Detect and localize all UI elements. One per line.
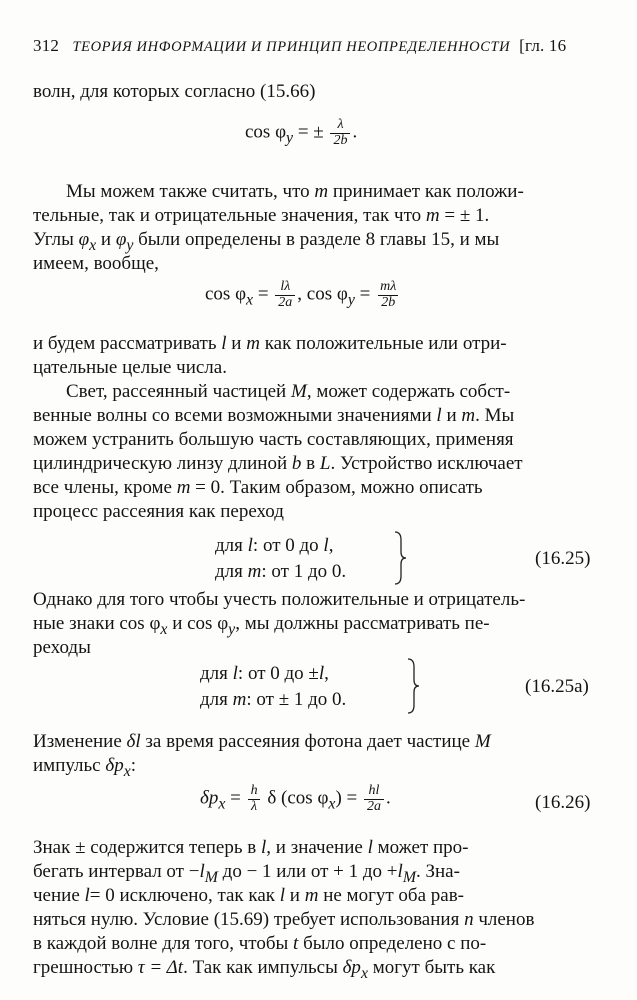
text-line [33,454,523,473]
text-line [33,838,469,857]
math-symbol: l [436,405,442,426]
text-fragment: импульс [33,755,101,776]
math-symbol: M [474,731,491,752]
text-fragment: волн, для которых согласно (15.66) [33,81,316,102]
equation-16-25a-line2 [200,690,346,709]
text-fragment: = [354,283,376,305]
math-symbol: M [290,381,307,402]
text-fragment: могут быть как [372,957,496,978]
text-fragment: ) = [335,787,362,809]
math-symbol: lλ [280,279,291,294]
text-fragment: : от 0 до ± [237,663,319,684]
math-symbol: n [464,909,474,930]
text-fragment: : от 1 до 0. [261,561,347,582]
text-line [66,182,524,201]
math-symbol: y [347,291,355,309]
text-line [33,614,490,638]
text-fragment: Однако для того чтобы учесть положительные и отрицатель- [33,589,526,610]
text-fragment: было определено с по- [303,933,487,954]
text-line [33,958,495,982]
text-fragment: cos φ [205,283,247,305]
math-symbol: x [123,762,131,780]
math-symbol: mλ [380,279,397,294]
math-symbol: x [246,291,254,309]
math-symbol: φ [115,229,127,250]
text-fragment: тельные, так и отрицательные значения, так что [33,205,422,226]
math-symbol: φ [78,229,90,250]
math-symbol: x [89,236,97,254]
math-symbol: l [318,663,325,684]
math-symbol: 2a [364,799,384,815]
running-title: ТЕОРИЯ ИНФОРМАЦИИ И ПРИНЦИП НЕОПРЕДЕЛЕННОСТИ [72,39,511,55]
text-line [33,934,486,953]
text-fragment: Углы [33,229,74,250]
text-fragment: цилиндрическую линзу длиной [33,453,288,474]
text-fragment: , может содержать собст- [306,381,511,402]
text-line [33,82,315,101]
text-line [33,230,499,254]
math-symbol: l [84,885,90,906]
math-symbol: L [319,453,331,474]
math-symbol: l [221,333,227,354]
math-symbol: M [204,868,218,886]
text-line [33,910,534,929]
text-fragment: венные волны со всеми возможными значениями [33,405,432,426]
math-symbol: l [261,837,267,858]
math-symbol: 2a [275,295,295,311]
text-line [33,406,514,425]
math-symbol: l [397,861,403,882]
math-symbol: l [199,861,205,882]
equation-cos-phi-y [245,118,357,148]
equation-16-25a-line1 [200,664,329,683]
math-symbol: x [328,795,336,813]
math-symbol: λ [248,799,260,815]
text-fragment: и [446,405,457,426]
text-fragment: в каждой волне для того, чтобы [33,933,289,954]
text-fragment: Свет, рассеянный частицей [66,381,287,402]
text-fragment: . Так как импульсы [183,957,338,978]
text-fragment: ные знаки cos φ [33,613,161,634]
text-fragment: в [306,453,316,474]
math-symbol: δp [342,957,361,978]
text-fragment: чение [33,885,80,906]
math-symbol: h [250,783,258,798]
text-fragment: до − 1 или от + 1 до + [217,861,398,882]
equation-16-26 [200,784,391,814]
text-fragment: . Зна- [416,861,460,882]
math-symbol: x [160,620,168,638]
text-fragment: для [215,535,243,556]
equation-cos-phi-xy [205,280,401,310]
text-fragment: для [200,663,228,684]
math-symbol: 2b [330,133,350,149]
text-fragment: за время рассеяния фотона дает частице [145,731,471,752]
math-symbol: b [291,453,302,474]
text-fragment: . [386,787,391,809]
text-fragment: и [231,333,242,354]
equation-number: (16.26) [535,792,591,813]
math-symbol: l [367,837,373,858]
text-fragment: = [225,787,246,809]
text-line [33,756,136,780]
equation-number: (16.25) [535,548,591,569]
math-symbol: m [247,561,262,582]
right-brace-icon [405,657,421,715]
text-line [33,638,91,657]
text-fragment: и [289,885,300,906]
text-fragment: бегать интервал от − [33,861,200,882]
math-symbol: y [228,620,236,638]
math-symbol: δp [105,755,124,776]
text-fragment: = ± 1. [444,205,490,226]
text-fragment: Изменение [33,731,122,752]
text-fragment: для [215,561,243,582]
math-symbol: x [360,964,368,982]
text-fragment: членов [478,909,535,930]
equation-16-25-line1 [215,536,333,555]
text-fragment: , [328,535,334,556]
text-fragment: и cos φ [167,613,229,634]
text-fragment: = 0 исключено, так как [89,885,276,906]
chapter-marker: [гл. 16 [519,36,567,55]
text-line [33,334,507,353]
math-symbol: l [232,663,238,684]
text-fragment: : от ± 1 до 0. [246,689,347,710]
text-line [33,430,514,449]
text-fragment: : [130,755,137,776]
text-fragment: грешностью [33,957,134,978]
math-symbol: δl [126,731,141,752]
text-fragment: , [324,663,329,684]
text-fragment: = [253,283,274,305]
text-fragment: были определены в разделе 8 главы 15, и мы [138,229,500,250]
right-brace-icon [392,530,408,586]
text-fragment: Мы можем также считать, что [66,181,310,202]
math-symbol: y [286,129,294,147]
math-symbol: m [246,333,260,354]
text-fragment: принимает как положи- [332,181,524,202]
text-fragment: няться нулю. Условие (15.69) требует использования [33,909,460,930]
text-fragment: . [352,121,358,143]
text-fragment: и [100,229,112,250]
math-symbol: hl [368,783,380,798]
math-symbol: m [232,689,247,710]
text-fragment: = ± [293,121,329,143]
text-fragment: , мы должны рассматривать пе- [235,613,490,634]
text-fragment: cos φ [245,121,287,143]
text-fragment: реходы [33,637,91,658]
page-number: 312 [33,36,60,55]
text-line [33,206,489,225]
page-header [33,37,566,55]
math-symbol: M [402,868,416,886]
math-symbol: t [293,933,299,954]
text-fragment: . Устройство исключает [330,453,523,474]
text-fragment: может про- [377,837,469,858]
text-fragment: не могут оба рав- [323,885,465,906]
text-fragment: δ (cos φ [262,787,329,809]
text-line [33,254,159,273]
text-line [33,478,483,497]
text-fragment: для [200,689,228,710]
text-line [33,358,227,377]
text-line [33,886,464,905]
equation-16-25-line2 [215,562,346,581]
text-fragment: как положительные или отри- [264,333,507,354]
text-line [33,732,491,751]
math-symbol: y [126,236,134,254]
text-fragment: цательные целые числа. [33,357,227,378]
text-fragment: можем устранить большую часть составляющих, применяя [33,429,514,450]
math-symbol: m [314,181,329,202]
equation-number: (16.25a) [525,676,589,697]
text-fragment: : от 0 до [252,535,319,556]
text-fragment: процесс рассеяния как переход [33,501,284,522]
text-fragment: и будем рассматривать [33,333,217,354]
math-symbol: m [176,477,191,498]
math-symbol: δp [200,787,219,809]
math-symbol: l [247,535,253,556]
text-fragment: . Мы [475,405,515,426]
math-symbol: m [304,885,319,906]
math-symbol: m [461,405,476,426]
math-symbol: τ = Δt [137,957,184,978]
text-fragment: , cos φ [297,283,348,305]
math-symbol: 2b [378,295,398,311]
text-line [66,382,510,401]
text-line [33,502,284,521]
math-symbol: l [323,535,329,556]
text-fragment: Знак ± содержится теперь в [33,837,257,858]
text-line [33,862,460,886]
text-fragment: все члены, кроме [33,477,172,498]
text-fragment: = 0. Таким образом, можно описать [195,477,483,498]
text-line [33,590,525,609]
math-symbol: m [425,205,440,226]
math-symbol: l [279,885,286,906]
text-fragment: , и значение [266,837,363,858]
math-symbol: λ [337,117,344,132]
text-fragment: имеем, вообще, [33,253,159,274]
math-symbol: x [218,795,226,813]
